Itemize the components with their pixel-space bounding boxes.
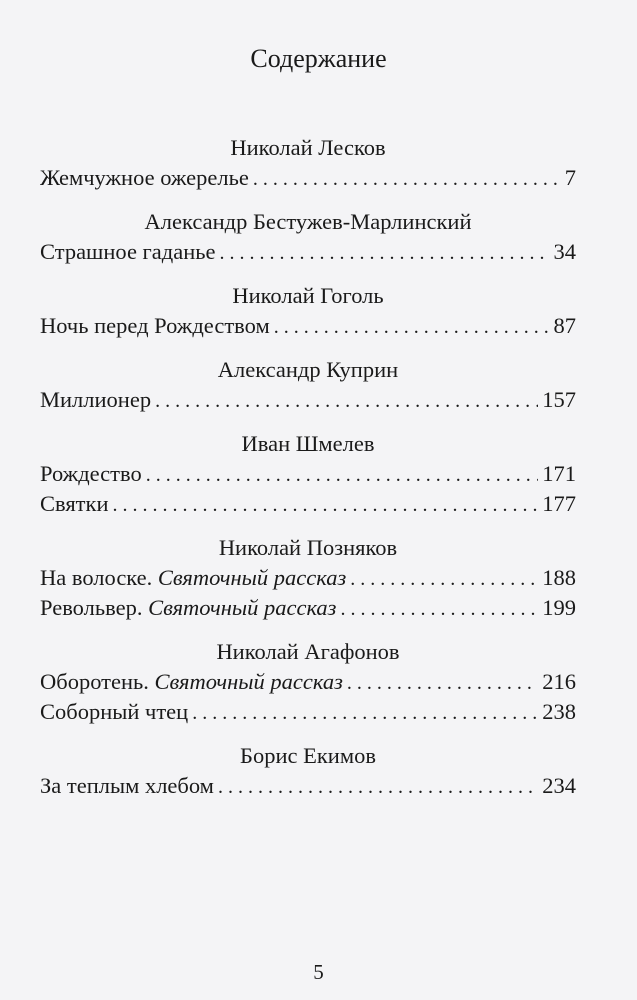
toc-entry-subtitle: Святочный рассказ — [157, 565, 347, 590]
toc-entry-title — [40, 237, 216, 267]
toc-author: Александр Бестужев-Марлинский — [144, 209, 472, 234]
toc-entry — [40, 311, 576, 341]
dot-leader — [253, 164, 561, 194]
toc-author: Иван Шмелев — [241, 431, 375, 456]
toc-author: Борис Екимов — [240, 743, 376, 768]
toc-entry-page: 7 — [564, 165, 576, 190]
toc-entry — [40, 697, 576, 727]
toc-entry-title-text: Соборный чтец — [40, 699, 189, 724]
dot-leader — [350, 564, 538, 594]
toc-entry — [40, 771, 576, 801]
dot-leader — [155, 386, 538, 416]
toc-entry-page: 234 — [542, 773, 576, 798]
toc-entry — [40, 237, 576, 267]
toc-entry-page: 177 — [542, 491, 576, 516]
toc-entry-page: 216 — [542, 669, 576, 694]
toc-author: Николай Позняков — [218, 535, 398, 560]
toc-entry — [40, 385, 576, 415]
toc-entry-title — [40, 697, 188, 727]
toc-entry-title — [40, 563, 346, 593]
dot-leader — [340, 594, 538, 624]
toc-entry-page: 238 — [542, 699, 576, 724]
dot-leader — [347, 668, 538, 698]
toc-entry-page: 188 — [542, 565, 576, 590]
toc-entry-title-text: Рождество — [40, 461, 142, 486]
toc-entry-title — [40, 163, 249, 193]
toc-entry-title-text: За теплым хлебом — [40, 773, 214, 798]
table-of-contents — [40, 133, 576, 801]
dot-leader — [192, 698, 538, 728]
toc-entry-title-text: Оборотень. — [40, 669, 155, 694]
toc-entry-title-text: Ночь перед Рождеством — [40, 313, 270, 338]
toc-entry-title — [40, 489, 109, 519]
toc-entry — [40, 667, 576, 697]
toc-entry-title — [40, 385, 151, 415]
dot-leader — [113, 490, 539, 520]
toc-entry-title-text: Миллионер — [40, 387, 152, 412]
page-number: 5 — [313, 960, 324, 984]
toc-entry-title — [40, 459, 142, 489]
toc-entry — [40, 563, 576, 593]
toc-entry-title — [40, 667, 343, 697]
page-title: Содержание — [250, 44, 387, 73]
toc-entry-title — [40, 593, 336, 623]
toc-entry — [40, 489, 576, 519]
toc-entry — [40, 459, 576, 489]
toc-entry-page: 87 — [553, 313, 576, 338]
toc-entry-page: 157 — [542, 387, 576, 412]
toc-entry — [40, 593, 576, 623]
toc-author: Александр Куприн — [217, 357, 399, 382]
toc-entry — [40, 163, 576, 193]
toc-entry-title-text: Святки — [40, 491, 109, 516]
toc-entry-title-text: Револьвер. — [40, 595, 149, 620]
toc-entry-title-text: Жемчужное ожерелье — [40, 165, 249, 190]
toc-entry-page: 199 — [542, 595, 576, 620]
toc-entry-subtitle: Святочный рассказ — [148, 595, 337, 620]
toc-author: Николай Агафонов — [216, 639, 400, 664]
toc-entry-subtitle: Святочный рассказ — [154, 669, 343, 694]
toc-author: Николай Лесков — [230, 135, 386, 160]
toc-author: Николай Гоголь — [232, 283, 384, 308]
toc-entry-page: 171 — [542, 461, 576, 486]
dot-leader — [274, 312, 550, 342]
toc-entry-page: 34 — [553, 239, 576, 264]
toc-entry-title — [40, 311, 270, 341]
dot-leader — [218, 772, 538, 802]
dot-leader — [146, 460, 539, 490]
toc-entry-title — [40, 771, 214, 801]
dot-leader — [220, 238, 550, 268]
toc-entry-title-text: Страшное гаданье — [40, 239, 216, 264]
toc-entry-title-text: На волоске. — [40, 565, 158, 590]
